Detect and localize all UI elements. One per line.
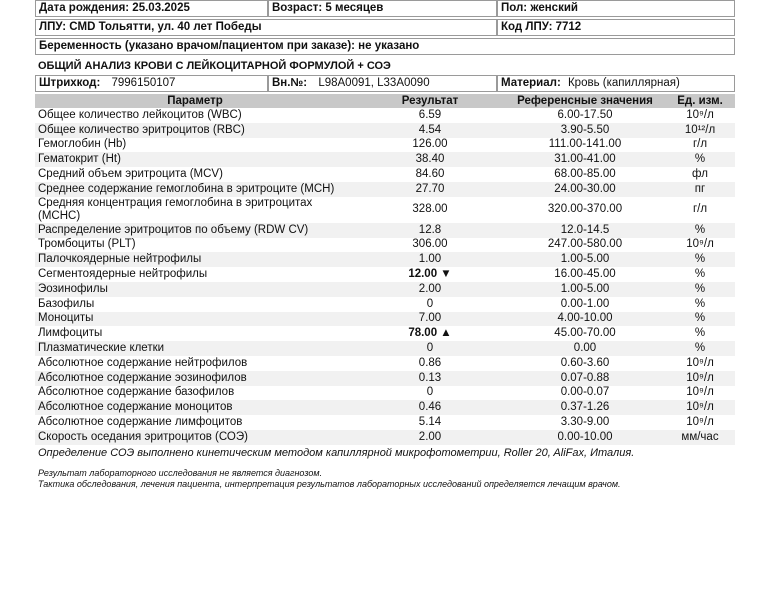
result-unit: мм/час: [665, 430, 735, 445]
result-param: Абсолютное содержание нейтрофилов: [38, 356, 248, 369]
result-param: Скорость оседания эритроцитов (СОЭ): [35, 430, 355, 445]
table-row: [35, 267, 735, 282]
lpu: ЛПУ: CMD Тольятти, ул. 40 лет Победы: [35, 19, 497, 36]
result-reference: 0.00-10.00: [505, 430, 665, 445]
result-unit: 10⁹/л: [665, 400, 735, 415]
column-param: Параметр: [35, 94, 355, 108]
method-note: Определение СОЭ выполнено кинетическим методом капиллярной микрофотометрии, Roller 20, AliFax, Италия.: [38, 446, 635, 459]
result-param: Общее количество эритроцитов (RBC): [35, 123, 355, 138]
result-reference: 320.00-370.00: [547, 203, 623, 216]
table-row: [35, 356, 735, 371]
result-reference: 24.00-30.00: [505, 182, 665, 197]
age: Возраст: 5 месяцев: [268, 0, 497, 17]
result-value: 328.00: [412, 203, 448, 216]
result-unit: 10⁹/л: [686, 386, 714, 399]
result-reference: 0.37-1.26: [505, 400, 665, 415]
result-param: Плазматические клетки: [35, 341, 355, 356]
result-unit: 10⁹/л: [686, 416, 714, 429]
result-value: 12.8: [355, 223, 505, 238]
lab-report: [35, 0, 735, 490]
result-param: Палочкоядерные нейтрофилы: [35, 252, 355, 267]
result-param: Гематокрит (Ht): [35, 152, 355, 167]
material-value: Кровь (капиллярная): [567, 77, 680, 89]
result-unit: 10¹²/л: [665, 123, 735, 138]
result-unit: %: [665, 223, 735, 238]
result-reference: 0.60-3.60: [560, 356, 610, 369]
result-reference: 3.90-5.50: [505, 123, 665, 138]
result-reference: 6.00-17.50: [557, 108, 613, 121]
result-value: 1.00: [355, 252, 505, 267]
table-row: [35, 371, 735, 386]
result-unit: %: [665, 282, 735, 297]
result-param: Базофилы: [38, 297, 95, 310]
result-param: Абсолютное содержание моноцитов: [35, 400, 355, 415]
result-param: Лимфоциты: [38, 327, 103, 340]
result-reference: 16.00-45.00: [554, 268, 616, 281]
result-param: Гемоглобин (Hb): [38, 138, 127, 151]
result-value: 6.59: [418, 108, 442, 121]
results-body: [35, 108, 735, 445]
column-result: Результат: [355, 94, 505, 108]
result-value: 78.00 ▲: [408, 327, 452, 340]
table-row: [35, 182, 735, 197]
report-title: ОБЩИЙ АНАЛИЗ КРОВИ С ЛЕЙКОЦИТАРНОЙ ФОРМУЛОЙ + СОЭ: [38, 60, 391, 72]
result-value: 126.00: [412, 138, 448, 151]
table-row: [35, 415, 735, 430]
lpu-code: Код ЛПУ: 7712: [497, 19, 735, 36]
result-unit: %: [665, 152, 735, 167]
table-row: [35, 167, 735, 182]
result-unit: %: [694, 268, 706, 281]
result-reference: 0.00-0.07: [560, 386, 610, 399]
table-row: [35, 400, 735, 415]
result-param: Тромбоциты (PLT): [38, 238, 136, 251]
result-param: Абсолютное содержание лимфоцитов: [38, 416, 243, 429]
internal-number-cell: [268, 75, 497, 92]
result-value: 0.46: [355, 400, 505, 415]
table-row: [35, 430, 735, 445]
result-reference: 0.07-0.88: [505, 371, 665, 386]
table-row: [35, 312, 735, 327]
result-value: 27.70: [355, 182, 505, 197]
result-unit: фл: [692, 168, 708, 181]
result-unit: пг: [665, 182, 735, 197]
result-param: Моноциты: [35, 312, 355, 327]
result-reference: 1.00-5.00: [505, 282, 665, 297]
table-row: [35, 282, 735, 297]
result-unit: г/л: [692, 203, 708, 216]
barcode-cell: [35, 75, 268, 92]
pregnancy: Беременность (указано врачом/пациентом при заказе): не указано: [35, 38, 735, 55]
result-value: 0: [355, 341, 505, 356]
result-param: Сегментоядерные нейтрофилы: [38, 268, 208, 281]
sex: Пол: женский: [497, 0, 735, 17]
result-value: 0: [426, 386, 434, 399]
material-cell: [497, 75, 735, 92]
column-ref: Референсные значения: [505, 94, 665, 108]
result-param: Среднее содержание гемоглобина в эритроците (MCH): [35, 182, 355, 197]
birth-date: Дата рождения: 25.03.2025: [35, 0, 268, 17]
table-row: [35, 197, 735, 223]
disclaimer-tactics: Тактика обследования, лечения пациента, интерпретация результатов лабораторных исследований определяется лечащим врачом.: [38, 478, 621, 489]
result-unit: 10⁹/л: [686, 356, 714, 369]
table-row: [35, 223, 735, 238]
result-value: 12.00 ▼: [408, 268, 452, 281]
internal-value: L98A0091, L33A0090: [318, 77, 430, 89]
result-reference: 1.00-5.00: [505, 252, 665, 267]
result-unit: %: [694, 297, 706, 310]
result-unit: г/л: [692, 138, 708, 151]
results-table: [35, 94, 735, 445]
column-unit: Ед. изм.: [665, 94, 735, 108]
result-unit: 10⁹/л: [686, 108, 714, 121]
result-value: 4.54: [355, 123, 505, 138]
result-param: Распределение эритроцитов по объему (RDW CV): [35, 223, 355, 238]
internal-label: Вн.№:: [272, 77, 308, 89]
result-reference: 68.00-85.00: [554, 168, 616, 181]
result-param: Абсолютное содержание базофилов: [38, 386, 235, 399]
result-value: 0.13: [355, 371, 505, 386]
pregnancy-row: [35, 38, 735, 55]
disclaimer-diagnosis: Результат лабораторного исследования не является диагнозом.: [38, 467, 323, 478]
sample-info-row: [35, 75, 735, 92]
result-reference: 3.30-9.00: [560, 416, 610, 429]
result-value: 0.86: [418, 356, 442, 369]
result-value: 306.00: [412, 238, 448, 251]
table-row: [35, 341, 735, 356]
result-reference: 31.00-41.00: [505, 152, 665, 167]
barcode-value: 7996150107: [111, 77, 176, 89]
result-value: 7.00: [355, 312, 505, 327]
table-row: [35, 326, 735, 341]
lpu-row: [35, 19, 735, 36]
result-param: Эозинофилы: [35, 282, 355, 297]
material-label: Материал:: [501, 77, 561, 89]
result-value: 84.60: [415, 168, 445, 181]
result-value: 5.14: [418, 416, 442, 429]
barcode-label: Штрихкод:: [39, 77, 101, 89]
result-unit: 10⁹/л: [686, 238, 714, 251]
result-reference: 111.00-141.00: [548, 138, 622, 151]
result-param: Абсолютное содержание эозинофилов: [35, 371, 355, 386]
result-reference: 0.00-1.00: [560, 297, 610, 310]
table-row: [35, 123, 735, 138]
result-reference: 12.0-14.5: [505, 223, 665, 238]
table-row: [35, 108, 735, 123]
table-row: [35, 297, 735, 312]
result-reference: 0.00: [505, 341, 665, 356]
result-reference: 4.00-10.00: [505, 312, 665, 327]
result-param: Средний объем эритроцита (MCV): [38, 168, 223, 181]
table-header-row: [35, 94, 735, 108]
result-param: Средняя концентрация гемоглобина в эритроцитах (MCHC): [38, 196, 313, 222]
result-value: 0: [426, 297, 434, 310]
table-row: [35, 238, 735, 253]
result-reference: 247.00-580.00: [547, 238, 623, 251]
result-unit: %: [665, 312, 735, 327]
result-value: 2.00: [355, 282, 505, 297]
patient-row: [35, 0, 735, 17]
table-row: [35, 138, 735, 153]
result-unit: %: [665, 341, 735, 356]
table-row: [35, 152, 735, 167]
result-unit: %: [665, 252, 735, 267]
table-row: [35, 252, 735, 267]
result-param: Общее количество лейкоцитов (WBC): [38, 108, 242, 121]
table-row: [35, 386, 735, 401]
result-value: 38.40: [355, 152, 505, 167]
result-unit: 10⁹/л: [665, 371, 735, 386]
result-unit: %: [694, 327, 706, 340]
result-reference: 45.00-70.00: [554, 327, 616, 340]
result-value: 2.00: [355, 430, 505, 445]
